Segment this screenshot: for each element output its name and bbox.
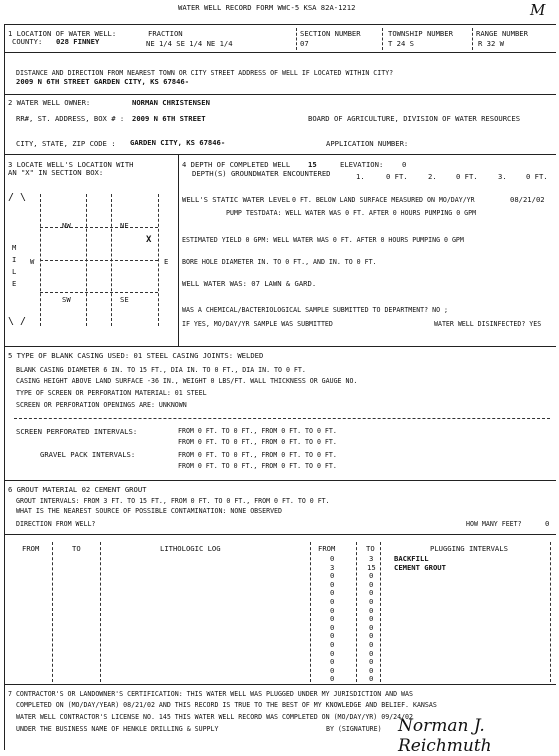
- mile-i: I: [12, 255, 17, 264]
- direction-label: DIRECTION FROM WELL?: [16, 520, 96, 528]
- screen-intervals-label: SCREEN PERFORATED INTERVALS:: [16, 427, 138, 436]
- log-header-from: FROM: [22, 544, 40, 553]
- plug-row-from: 0: [330, 622, 335, 632]
- locate-label-1: 3 LOCATE WELL'S LOCATION WITH: [8, 160, 134, 169]
- static-value: 0 FT. BELOW LAND SURFACE MEASURED ON MO/DAY/YR: [292, 196, 475, 204]
- gw-1-value: 0 FT.: [386, 172, 408, 181]
- county-label: COUNTY:: [12, 37, 43, 46]
- plug-row-to: 0: [369, 674, 374, 684]
- plug-row-desc: BACKFILL: [394, 554, 429, 563]
- plug-row-to: 0: [369, 614, 374, 624]
- gw-3-value: 0 FT.: [526, 172, 548, 181]
- plug-row-from: 0: [330, 588, 335, 598]
- address-value: 2009 N 6TH STREET: [132, 114, 206, 123]
- plug-row-from: 0: [330, 648, 335, 658]
- screen-interval-1: FROM 0 FT. TO 0 FT., FROM 0 FT. TO 0 FT.: [178, 427, 337, 435]
- fraction-label: FRACTION: [148, 29, 183, 38]
- grout-intervals-line: GROUT INTERVALS: FROM 3 FT. TO 15 FT., FROM 0 FT. TO 0 FT., FROM 0 FT. TO 0 FT.: [16, 497, 330, 505]
- certification-line-3: WATER WELL CONTRACTOR'S LICENSE NO. 145 THIS WATER WELL RECORD WAS COMPLETED ON (MO/DAY/YR) 09/24/02: [16, 713, 413, 721]
- depth-value: 15: [308, 160, 317, 169]
- log-header-lithologic: LITHOLOGIC LOG: [160, 544, 221, 553]
- well-record-page: WATER WELL RECORD FORM WWC-5 KSA 82A-1212 M 1 LOCATION OF WATER WELL: COUNTY: 028 FINNEY FRACTION NE 1/4 SE 1/4 NE 1/4 SECTION NUMBER 07 TOWNSHIP NUMBER T 24 S RANGE NUMBER R 32 W DISTANCE AND DIRECTION FROM NEAREST TOWN OR CITY STREET ADDRESS OF WELL IF LOCATED WITHIN CITY? 2009 N 6TH STREET GARDEN CITY, KS 67846- 2 WATER WELL OWNER: NORMAN CHRISTENSEN RR#, ST. ADDRESS, BOX # : 2009 N 6TH STREET BOARD OF AGRICULTURE, DIVISION OF WATER RESOURCES CITY, STATE, ZIP CODE : GARDEN CITY, KS 67846- APPLICATION NUMBER: 3 LOCATE WELL'S LOCATION WITH AN "X" IN SECTION BOX: / \ \ / NW NE SW SE W E X M I L E 4 DEPTH OF COMPLETED WELL 15 ELEVATION: 0 DEPTH(S) GROUNDWATER ENCOUNTERED 1. 0 FT. 2. 0 FT. 3. 0 FT. WELL'S STATIC WATER LEVEL 0 FT. BELOW LAND SURFACE MEASURED ON MO/DAY/YR 08/21/02 PUMP TESTDATA: WELL WATER WAS 0 FT. AFTER 0 HOURS PUMPING 0 GPM ESTIMATED YIELD 0 GPM: WELL WATER WAS 0 FT. AFTER 0 HOURS PUMPING 0 GPM BORE HOLE DIAMETER IN. TO 0 FT., AND IN. TO 0 FT. WELL WATER WAS: 07 LAWN & GARD. WAS A CHEMICAL/BACTERIOLOGICAL SAMPLE SUBMITTED TO DEPARTMENT? NO ; IF YES, MO/DAY/YR SAMPLE WAS SUBMITTED WATER WELL DISINFECTED? YES 5 TYPE OF BLANK CASING USED: 01 STEEL CASING JOINTS: WELDED BLANK CASING DIAMETER 6 IN. TO 15 FT., DIA IN. TO 0 FT., DIA IN. TO 0 FT. CASING HEIGHT ABOVE LAND SURFACE -36 IN., WEIGHT 0 LBS/FT. WALL THICKNESS OR GAUGE NO. TYPE OF SCREEN OR PERFORATION MATERIAL: 01 STEEL SCREEN OR PERFORATION OPENINGS ARE: UNKNOWN SCREEN PERFORATED INTERVALS: FROM 0 FT. TO 0 FT., FROM 0 FT. TO 0 FT. FROM 0 FT. TO 0 FT., FROM 0 FT. TO 0 FT. GRAVEL PACK INTERVALS: FROM 0 FT. TO 0 FT., FROM 0 FT. TO 0 FT. FROM 0 FT. TO 0 FT., FROM 0 FT. TO 0 FT. 6 GROUT MATERIAL 02 CEMENT GROUT GROUT INTERVALS: FROM 3 FT. TO 15 FT., FROM 0 FT. TO 0 FT., FROM 0 FT. TO 0 FT. WHAT IS THE NEAREST SOURCE OF POSSIBLE CONTAMINATION: NONE OBSERVED DIRECTION FROM WELL? HOW MANY FEET? 0 FROM TO LITHOLOGIC LOG FROM TO PLUGGING INTERVALS 0 3 BACKFILL 3 15 CEMENT GROUT 0 0 0 0 0 0 0 0 0 0 0 0 0 0 0 0 0 0 0 0 0 0 0 0 0 0 7 CONTRACTOR'S OR LANDOWNER'S CERTIFICATION: THIS WATER WELL WAS PLUGGED UNDER MY JURISDICTION AND WAS COMPLETED ON (MO/DAY/YEAR) 08/21/02 AND THIS RECORD IS TRUE TO THE BEST OF MY KNOWLEDGE AND BELIEF. KANSAS WATER WELL CONTRACTOR'S LICENSE NO. 145 THIS WATER WELL RECORD WAS COMPLETED ON (MO/DAY/YR) 09/24/02 UNDER THE BUSINESS NAME OF HENKLE DRILLING & SUPPLY BY (SIGNATURE) Norman J. Reichmuth: [0, 0, 559, 754]
- locate-label-2: AN "X" IN SECTION BOX:: [8, 168, 104, 177]
- sample-date-line: IF YES, MO/DAY/YR SAMPLE WAS SUBMITTED: [182, 320, 333, 328]
- fraction-value: NE 1/4 SE 1/4 NE 1/4: [146, 39, 233, 48]
- log-header-to: TO: [72, 544, 81, 553]
- w-label: W: [30, 257, 35, 266]
- depth-label: 4 DEPTH OF COMPLETED WELL: [182, 160, 291, 169]
- application-label: APPLICATION NUMBER:: [326, 139, 409, 148]
- plug-row-from: 0: [330, 665, 335, 675]
- mile-m: M: [12, 243, 17, 252]
- plug-header-intervals: PLUGGING INTERVALS: [430, 544, 508, 553]
- signature: Norman J. Reichmuth: [398, 716, 492, 756]
- plug-header-to: TO: [366, 544, 375, 553]
- plug-row-from: 0: [330, 571, 335, 581]
- feet-value: 0: [545, 519, 550, 528]
- plug-row-from: 3: [330, 562, 335, 572]
- gw-2: 2.: [428, 172, 437, 181]
- plug-row-from: 0: [330, 614, 335, 624]
- groundwater-label: DEPTH(S) GROUNDWATER ENCOUNTERED: [192, 169, 331, 178]
- bore-line: BORE HOLE DIAMETER IN. TO 0 FT., AND IN. TO 0 FT.: [182, 258, 377, 266]
- well-use-line: WELL WATER WAS: 07 LAWN & GARD.: [182, 279, 317, 288]
- plug-row-to: 0: [369, 657, 374, 667]
- plug-row-from: 0: [330, 631, 335, 641]
- pump-test-line: PUMP TESTDATA: WELL WATER WAS 0 FT. AFTER 0 HOURS PUMPING 0 GPM: [226, 209, 477, 217]
- plug-row-from: 0: [330, 674, 335, 684]
- plug-row-to: 0: [369, 571, 374, 581]
- range-label: RANGE NUMBER: [476, 29, 528, 38]
- plug-row-to: 0: [369, 665, 374, 675]
- static-label: WELL'S STATIC WATER LEVEL: [182, 195, 291, 204]
- screen-type-line: TYPE OF SCREEN OR PERFORATION MATERIAL: 01 STEEL: [16, 389, 207, 397]
- plug-row-from: 0: [330, 597, 335, 606]
- plug-row-to: 15: [367, 562, 376, 572]
- certification-line-1: 7 CONTRACTOR'S OR LANDOWNER'S CERTIFICATION: THIS WATER WELL WAS PLUGGED UNDER MY JURISDICTION AND WAS: [8, 690, 413, 698]
- nw-label: NW: [62, 221, 71, 230]
- gw-1: 1.: [356, 172, 365, 181]
- plug-row-to: 0: [369, 648, 374, 658]
- owner-value: NORMAN CHRISTENSEN: [132, 98, 210, 107]
- mile-l: L: [12, 267, 17, 276]
- plug-header-from: FROM: [318, 544, 336, 553]
- signature-label: BY (SIGNATURE): [326, 725, 382, 733]
- corner-mark: M: [530, 1, 546, 19]
- casing-line: 5 TYPE OF BLANK CASING USED: 01 STEEL CASING JOINTS: WELDED: [8, 351, 264, 360]
- plug-row-from: 0: [330, 605, 335, 615]
- certification-line-4: UNDER THE BUSINESS NAME OF HENKLE DRILLING & SUPPLY: [16, 725, 219, 733]
- plug-row-to: 0: [369, 588, 374, 598]
- distance-value: 2009 N 6TH STREET GARDEN CITY, KS 67846-: [16, 77, 190, 86]
- gw-3: 3.: [498, 172, 507, 181]
- section-value: 07: [300, 39, 309, 48]
- se-label: SE: [120, 295, 129, 304]
- gravel-interval-1: FROM 0 FT. TO 0 FT., FROM 0 FT. TO 0 FT.: [178, 451, 337, 459]
- elevation-label: ELEVATION:: [340, 160, 384, 169]
- plug-row-to: 0: [369, 640, 374, 649]
- plug-row-desc: CEMENT GROUT: [394, 562, 446, 572]
- plug-row-from: 0: [330, 579, 335, 589]
- screen-interval-2: FROM 0 FT. TO 0 FT., FROM 0 FT. TO 0 FT.: [178, 438, 337, 446]
- plug-row-to: 0: [369, 597, 374, 606]
- township-label: TOWNSHIP NUMBER: [388, 29, 453, 38]
- static-date: 08/21/02: [510, 195, 545, 204]
- gravel-intervals-label: GRAVEL PACK INTERVALS:: [40, 450, 136, 459]
- city-value: GARDEN CITY, KS 67846-: [130, 138, 226, 147]
- range-value: R 32 W: [478, 39, 504, 48]
- openings-line: SCREEN OR PERFORATION OPENINGS ARE: UNKNOWN: [16, 401, 187, 409]
- plug-row-from: 0: [330, 640, 335, 649]
- ne-label: NE: [120, 221, 129, 230]
- plug-row-from: 0: [330, 657, 335, 667]
- distance-label: DISTANCE AND DIRECTION FROM NEAREST TOWN OR CITY STREET ADDRESS OF WELL IF LOCATED WITHIN CITY?: [16, 69, 394, 77]
- address-label: RR#, ST. ADDRESS, BOX # :: [16, 114, 125, 123]
- grout-material-line: 6 GROUT MATERIAL 02 CEMENT GROUT: [8, 485, 147, 494]
- plug-row-to: 0: [369, 631, 374, 641]
- owner-label: 2 WATER WELL OWNER:: [8, 98, 91, 107]
- casing-diameter-line: BLANK CASING DIAMETER 6 IN. TO 15 FT., DIA IN. TO 0 FT., DIA IN. TO 0 FT.: [16, 366, 306, 374]
- township-value: T 24 S: [388, 39, 414, 48]
- county-value: 028 FINNEY: [56, 37, 100, 46]
- location-label: 1 LOCATION OF WATER WELL:: [8, 29, 117, 38]
- chemical-sample-line: WAS A CHEMICAL/BACTERIOLOGICAL SAMPLE SUBMITTED TO DEPARTMENT? NO ;: [182, 306, 448, 314]
- plug-row-to: 3: [369, 554, 374, 563]
- certification-line-2: COMPLETED ON (MO/DAY/YEAR) 08/21/02 AND THIS RECORD IS TRUE TO THE BEST OF MY KNOWLEDGE AND BELIEF. KANSAS: [16, 701, 437, 709]
- how-many-feet-label: HOW MANY FEET?: [466, 520, 522, 528]
- mile-e: E: [12, 279, 17, 288]
- e-label: E: [164, 257, 169, 266]
- x-mark: X: [146, 235, 152, 245]
- form-title: WATER WELL RECORD FORM WWC-5 KSA 82A-1212: [178, 3, 356, 12]
- gw-2-value: 0 FT.: [456, 172, 478, 181]
- plug-row-to: 0: [369, 605, 374, 615]
- city-label: CITY, STATE, ZIP CODE :: [16, 139, 116, 148]
- plug-row-to: 0: [369, 579, 374, 589]
- disinfected-line: WATER WELL DISINFECTED? YES: [434, 320, 542, 328]
- contamination-line: WHAT IS THE NEAREST SOURCE OF POSSIBLE CONTAMINATION: NONE OBSERVED: [16, 507, 282, 515]
- elevation-value: 0: [402, 160, 407, 169]
- gravel-interval-2: FROM 0 FT. TO 0 FT., FROM 0 FT. TO 0 FT.: [178, 462, 337, 470]
- plug-row-to: 0: [369, 622, 374, 632]
- plug-row-from: 0: [330, 554, 335, 563]
- sw-label: SW: [62, 295, 71, 304]
- yield-line: ESTIMATED YIELD 0 GPM: WELL WATER WAS 0 FT. AFTER 0 HOURS PUMPING 0 GPM: [182, 236, 464, 244]
- casing-height-line: CASING HEIGHT ABOVE LAND SURFACE -36 IN., WEIGHT 0 LBS/FT. WALL THICKNESS OR GAUGE NO.: [16, 377, 358, 385]
- board-text: BOARD OF AGRICULTURE, DIVISION OF WATER RESOURCES: [308, 114, 521, 123]
- section-label: SECTION NUMBER: [300, 29, 361, 38]
